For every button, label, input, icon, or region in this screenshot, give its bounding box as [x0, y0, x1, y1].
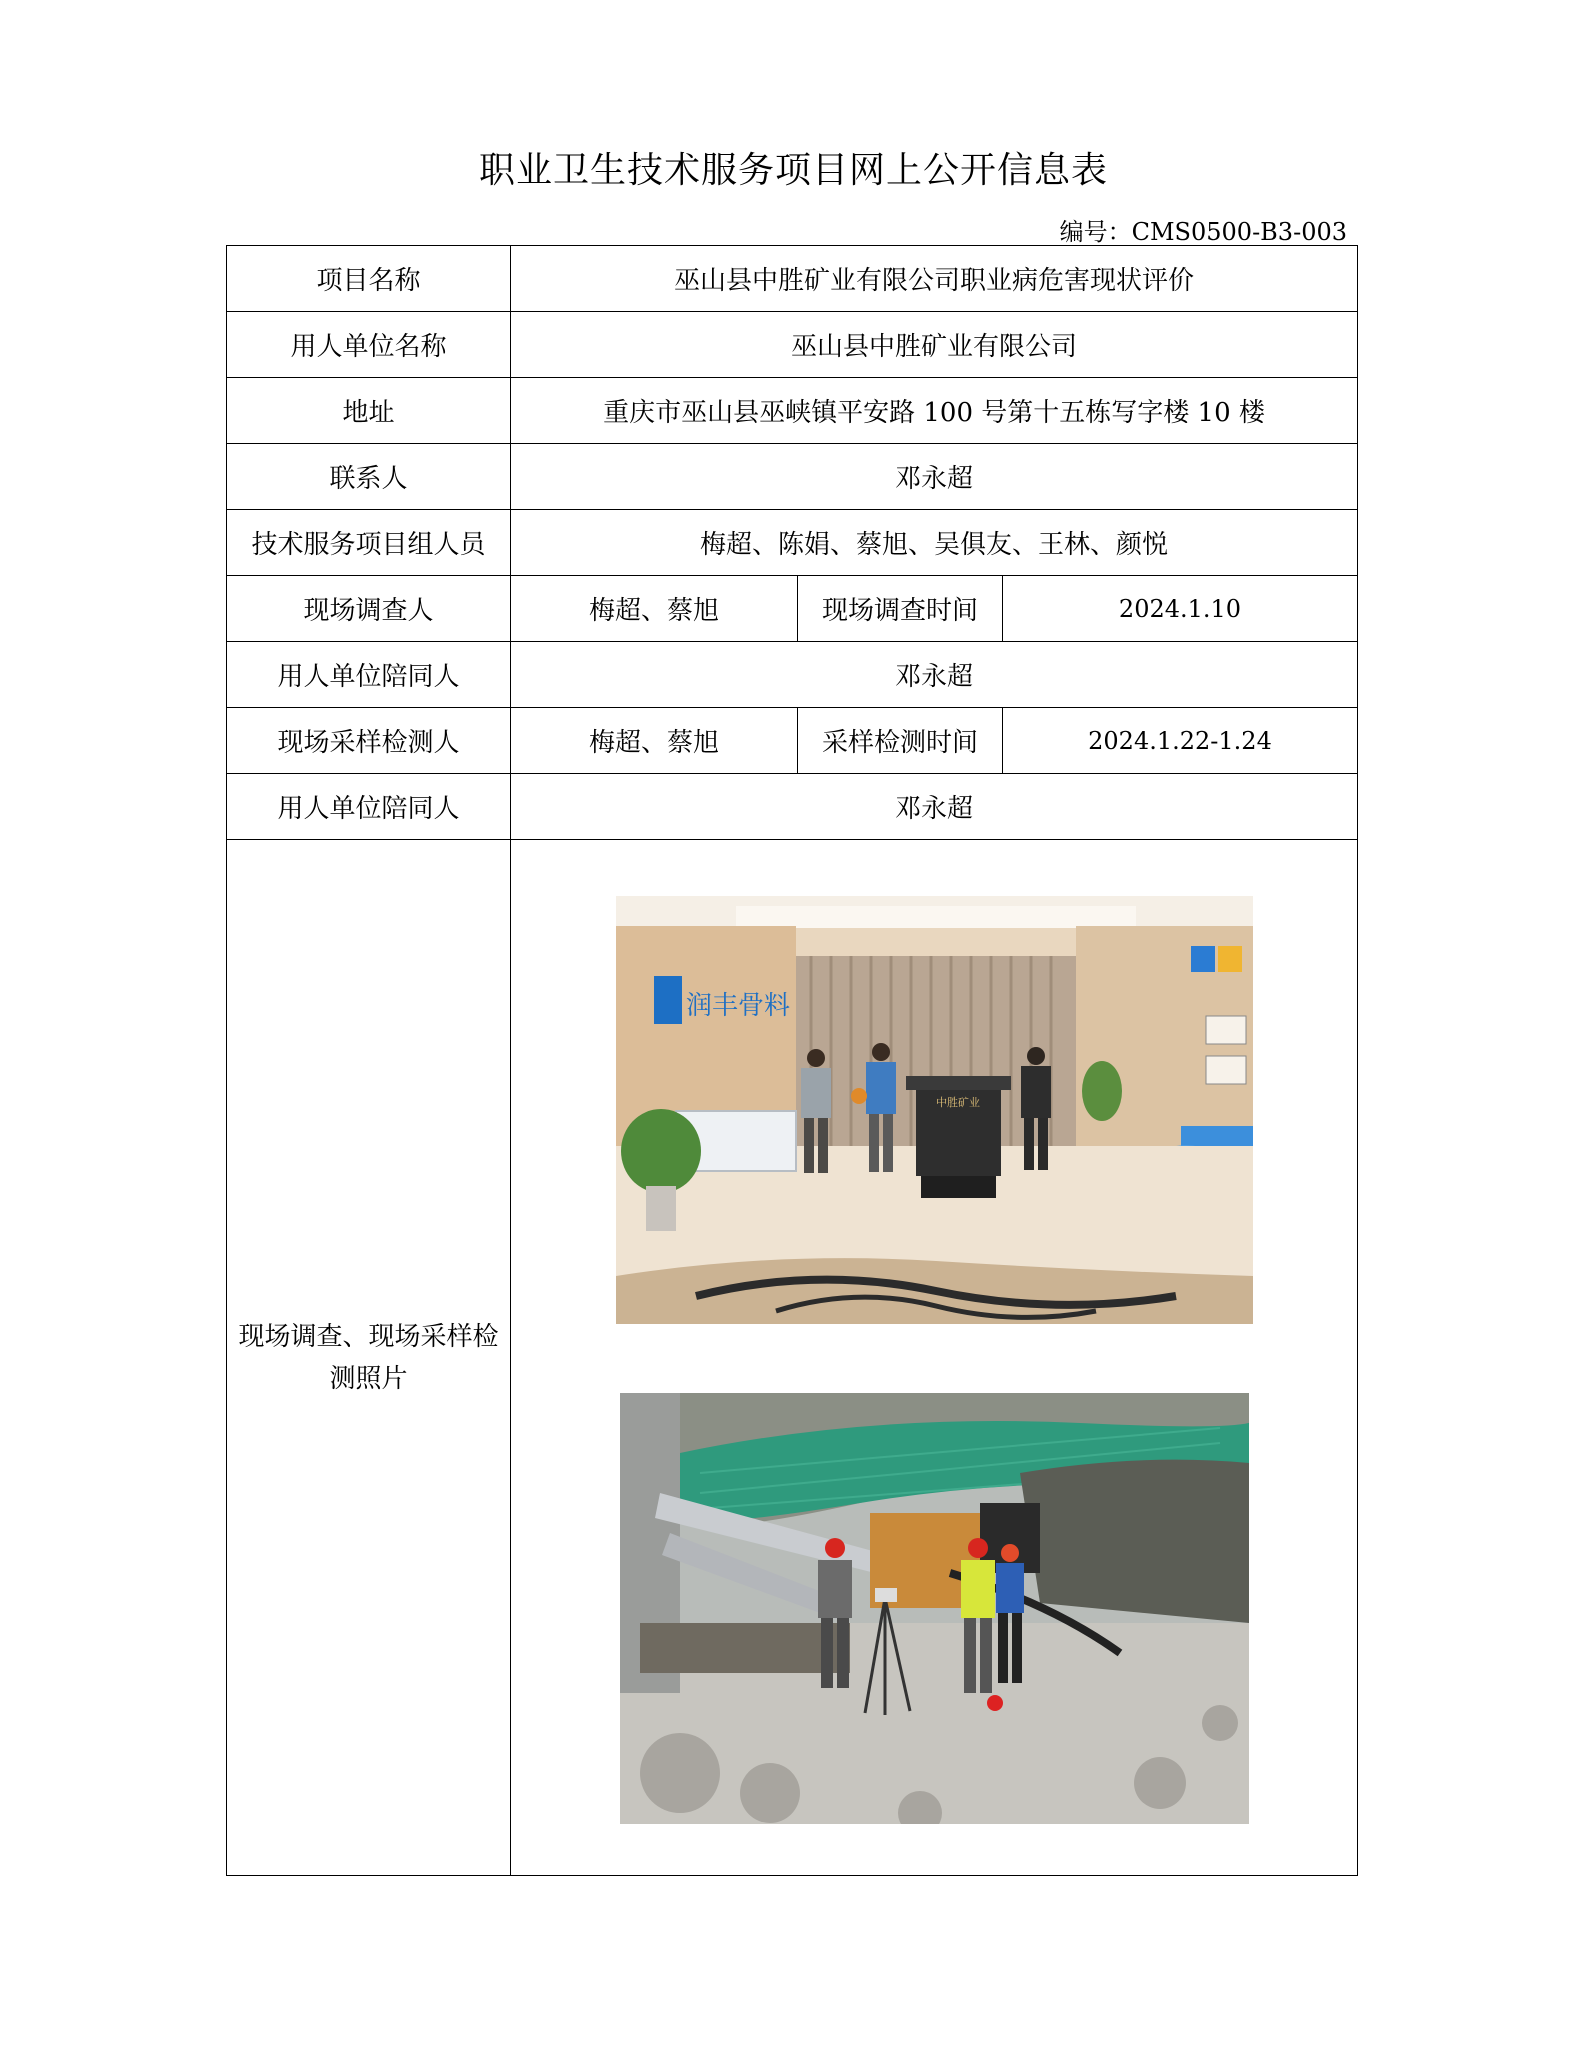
photo-lobby-image: [616, 896, 1253, 1324]
escort-2-label: 用人单位陪同人: [227, 774, 511, 840]
site-survey-time-value: 2024.1.10: [1003, 576, 1358, 642]
escort-1-label: 用人单位陪同人: [227, 642, 511, 708]
info-table: [226, 245, 1358, 1876]
row-team-members: [227, 510, 1358, 576]
sampling-label: 现场采样检测人: [227, 708, 511, 774]
address-label: 地址: [227, 378, 511, 444]
photo-lobby: [616, 896, 1253, 1324]
document-number: 编号：CMS0500-B3-003: [1059, 218, 1347, 246]
photos-label: 现场调查、现场采样检测照片: [227, 840, 511, 1876]
sampling-value: 梅超、蔡旭: [511, 708, 798, 774]
project-name-label: 项目名称: [227, 246, 511, 312]
row-site-survey: [227, 576, 1358, 642]
contact-label: 联系人: [227, 444, 511, 510]
contact-value: 邓永超: [511, 444, 1358, 510]
photos-cell: [511, 840, 1358, 1876]
site-survey-time-label: 现场调查时间: [798, 576, 1003, 642]
row-escort-1: [227, 642, 1358, 708]
row-photos: [227, 840, 1358, 1876]
photo-lobby-plaque-text: 中胜矿业: [936, 1096, 980, 1109]
team-members-value: 梅超、陈娟、蔡旭、吴俱友、王林、颜悦: [511, 510, 1358, 576]
employer-name-value: 巫山县中胜矿业有限公司: [511, 312, 1358, 378]
row-project-name: [227, 246, 1358, 312]
sampling-time-label: 采样检测时间: [798, 708, 1003, 774]
photo-site: [620, 1393, 1249, 1824]
row-escort-2: [227, 774, 1358, 840]
site-survey-value: 梅超、蔡旭: [511, 576, 798, 642]
project-name-value: 巫山县中胜矿业有限公司职业病危害现状评价: [511, 246, 1358, 312]
row-employer-name: [227, 312, 1358, 378]
photo-lobby-logo-text: 润丰骨料: [686, 991, 791, 1021]
employer-name-label: 用人单位名称: [227, 312, 511, 378]
escort-1-value: 邓永超: [511, 642, 1358, 708]
photo-site-image: [620, 1393, 1249, 1824]
document-title: 职业卫生技术服务项目网上公开信息表: [478, 150, 1108, 191]
address-value: 重庆市巫山县巫峡镇平安路 100 号第十五栋写字楼 10 楼: [511, 378, 1358, 444]
sampling-time-value: 2024.1.22-1.24: [1003, 708, 1358, 774]
row-contact: [227, 444, 1358, 510]
site-survey-label: 现场调查人: [227, 576, 511, 642]
row-sampling: [227, 708, 1358, 774]
team-members-label: 技术服务项目组人员: [227, 510, 511, 576]
photos-container: [511, 840, 1357, 1875]
row-address: [227, 378, 1358, 444]
escort-2-value: 邓永超: [511, 774, 1358, 840]
